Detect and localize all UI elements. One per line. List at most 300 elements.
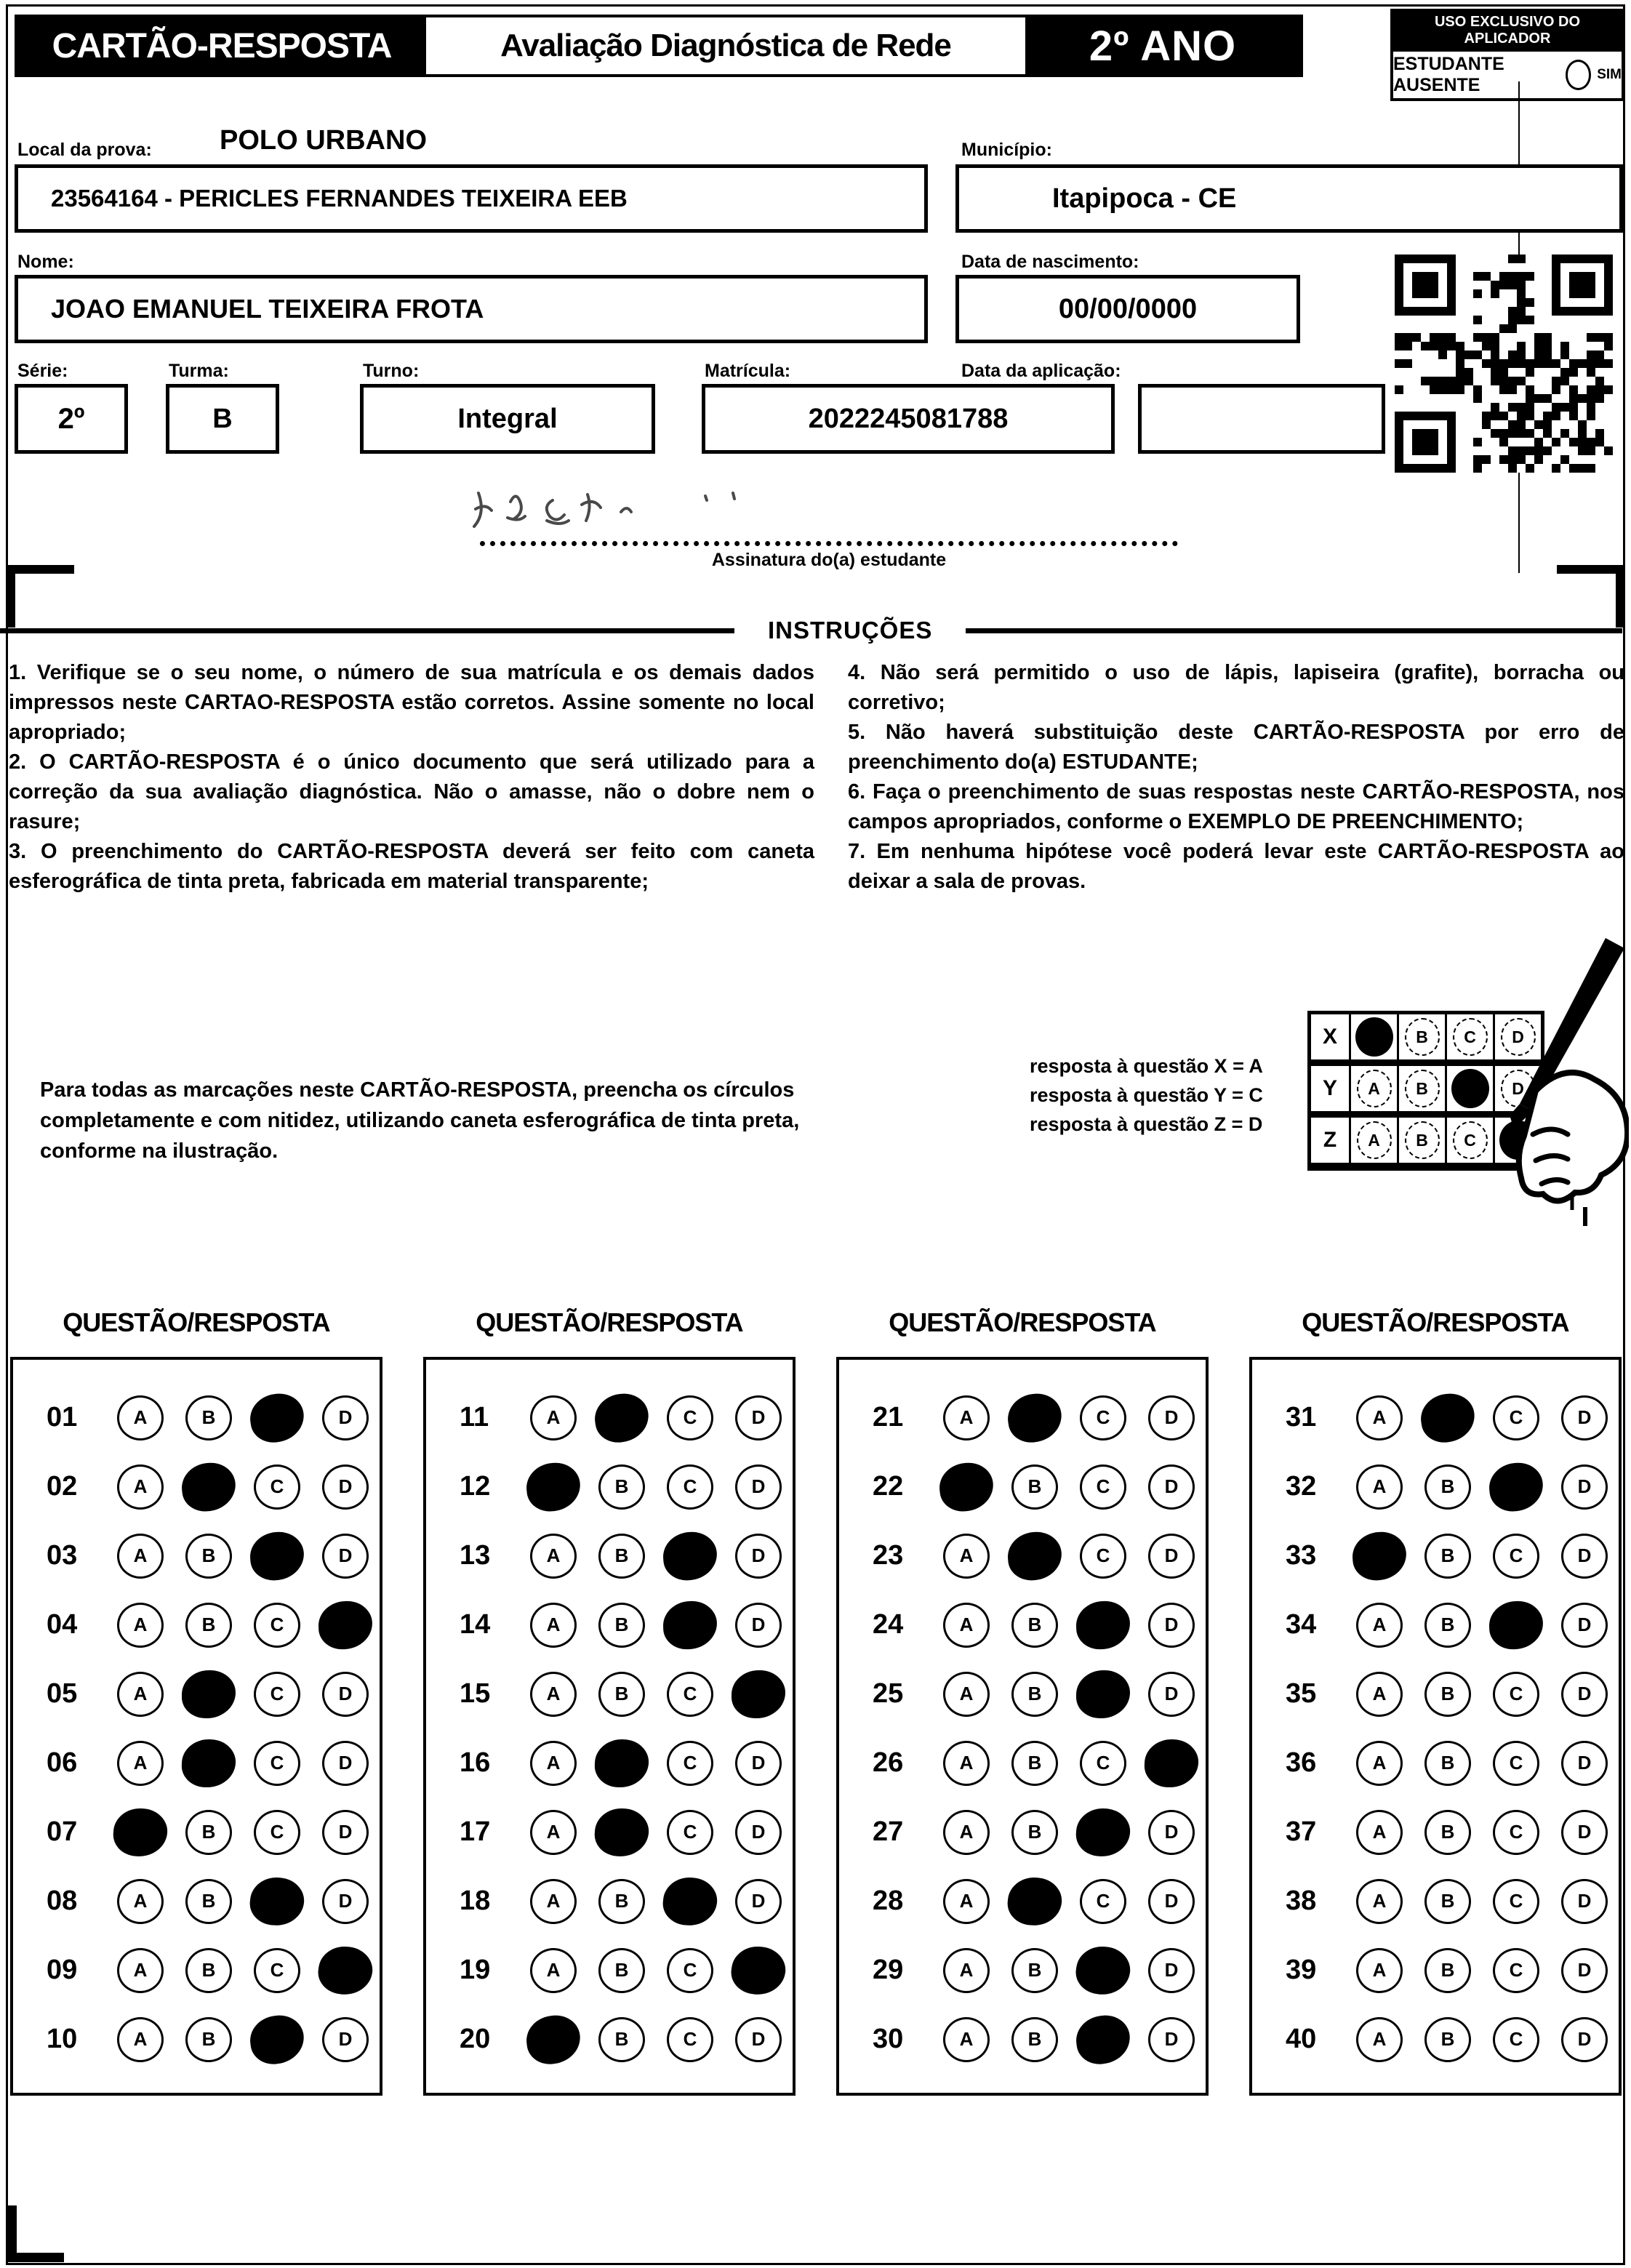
bubble-q02-b-filled[interactable] — [180, 1460, 238, 1513]
nome-field: JOAO EMANUEL TEIXEIRA FROTA — [15, 275, 928, 343]
answer-row — [839, 1936, 1206, 2005]
instructions-left-column — [9, 658, 814, 897]
instruction-item: 4. Não será permitido o uso de lápis, lapiseira (grafite), borracha ou corretivo; — [848, 661, 1624, 714]
aplicacao-label: Data da aplicação: — [961, 361, 1121, 381]
bubble-q26-c[interactable]: C — [1080, 1741, 1126, 1786]
question-number: 39 — [1286, 1955, 1317, 1985]
example-question-label: Y — [1311, 1066, 1351, 1111]
bubble-q19-a[interactable]: A — [530, 1948, 577, 1993]
serie-field: 2º — [15, 384, 128, 454]
sheet-title: CARTÃO-RESPOSTA — [17, 17, 426, 74]
bubble-q38-b[interactable]: B — [1424, 1879, 1471, 1924]
answer-row — [839, 1659, 1206, 1728]
bubble-q09-d-filled[interactable] — [316, 1943, 375, 1998]
question-number: 19 — [460, 1955, 491, 1985]
bubble-q15-c[interactable]: C — [667, 1672, 713, 1717]
question-number: 25 — [873, 1678, 904, 1709]
question-number: 30 — [873, 2024, 904, 2054]
bubble-q17-a[interactable]: A — [530, 1810, 577, 1855]
bubble-q09-c[interactable]: C — [254, 1948, 300, 1993]
answer-row — [13, 1590, 380, 1659]
example-bubble-x-b: B — [1405, 1018, 1440, 1056]
bubble-q02-d[interactable]: D — [322, 1464, 369, 1510]
instruction-item: 1. Verifique se o seu nome, o número de sua matrícula e os demais dados impressos neste CARTAO-RESPOSTA estão corretos. Assine somente no local apropriado; — [9, 661, 814, 744]
bubble-q38-c[interactable]: C — [1493, 1879, 1539, 1924]
bubble-q32-a[interactable]: A — [1356, 1464, 1403, 1510]
answer-row — [426, 1383, 793, 1452]
bubble-q19-d-filled[interactable] — [729, 1943, 788, 1998]
instruction-item: 7. Em nenhuma hipótese você poderá levar este CARTÃO-RESPOSTA ao deixar a sala de provas. — [848, 840, 1624, 893]
bubble-q18-a[interactable]: A — [530, 1879, 577, 1924]
bubble-q04-a[interactable]: A — [117, 1603, 164, 1648]
bubble-q08-a[interactable]: A — [117, 1879, 164, 1924]
bubble-q40-a[interactable]: A — [1356, 2017, 1403, 2062]
bubble-q04-b[interactable]: B — [185, 1603, 232, 1648]
bubble-q33-d[interactable]: D — [1561, 1534, 1608, 1579]
bubble-q11-b-filled[interactable] — [592, 1390, 652, 1446]
bubble-q08-c-filled[interactable] — [248, 1875, 306, 1928]
bubble-q31-b-filled[interactable] — [1418, 1390, 1478, 1446]
bubble-q16-a[interactable]: A — [530, 1741, 577, 1786]
corner-mark-top-left — [6, 565, 74, 574]
bubble-q25-a[interactable]: A — [943, 1672, 990, 1717]
answer-row — [426, 2005, 793, 2074]
bubble-q21-b-filled[interactable] — [1005, 1390, 1065, 1446]
answer-row — [1252, 1452, 1619, 1521]
question-number: 01 — [47, 1402, 78, 1432]
bubble-q27-d[interactable]: D — [1148, 1810, 1195, 1855]
bubble-q07-d[interactable]: D — [322, 1810, 369, 1855]
school-field: 23564164 - PERICLES FERNANDES TEIXEIRA EEB — [15, 164, 928, 233]
bubble-q29-a[interactable]: A — [943, 1948, 990, 1993]
bubble-q20-b[interactable]: B — [598, 2017, 645, 2062]
example-question-label: Z — [1311, 1118, 1351, 1163]
local-da-prova-value: POLO URBANO — [220, 125, 427, 156]
header-strip — [15, 15, 1303, 77]
bubble-q01-a[interactable]: A — [117, 1395, 164, 1440]
aplicador-box-title: USO EXCLUSIVO DO APLICADOR — [1390, 9, 1624, 52]
bubble-q27-c-filled[interactable] — [1075, 1806, 1131, 1858]
bubble-q03-a[interactable]: A — [117, 1534, 164, 1579]
bubble-q14-a[interactable]: A — [530, 1603, 577, 1648]
bubble-q05-b-filled[interactable] — [182, 1670, 236, 1718]
bubble-q38-a[interactable]: A — [1356, 1879, 1403, 1924]
bubble-q35-b[interactable]: B — [1424, 1672, 1471, 1717]
answer-row — [426, 1867, 793, 1936]
bubble-q10-b[interactable]: B — [185, 2017, 232, 2062]
bubble-q30-c-filled[interactable] — [1073, 2012, 1132, 2067]
bubble-q08-b[interactable]: B — [185, 1879, 232, 1924]
bubble-q16-d[interactable]: D — [735, 1741, 782, 1786]
bubble-q03-d[interactable]: D — [322, 1534, 369, 1579]
bubble-q34-b[interactable]: B — [1424, 1603, 1471, 1648]
question-number: 23 — [873, 1540, 904, 1571]
bubble-q11-d[interactable]: D — [735, 1395, 782, 1440]
bubble-q37-a[interactable]: A — [1356, 1810, 1403, 1855]
bubble-q14-d[interactable]: D — [735, 1603, 782, 1648]
bubble-q28-b-filled[interactable] — [1006, 1875, 1064, 1928]
question-number: 09 — [47, 1955, 78, 1985]
bubble-q06-b-filled[interactable] — [181, 1738, 236, 1788]
example-bubble-x-c: C — [1453, 1018, 1488, 1056]
bubble-q39-b[interactable]: B — [1424, 1948, 1471, 1993]
bubble-q31-a[interactable]: A — [1356, 1395, 1403, 1440]
bubble-q29-b[interactable]: B — [1011, 1948, 1058, 1993]
bubble-q35-a[interactable]: A — [1356, 1672, 1403, 1717]
turno-label: Turno: — [363, 361, 420, 381]
answer-column-header: QUESTÃO/RESPOSTA — [476, 1307, 743, 1337]
question-number: 24 — [873, 1609, 904, 1640]
bubble-q06-c[interactable]: C — [254, 1741, 300, 1786]
question-number: 33 — [1286, 1540, 1317, 1571]
nascimento-label: Data de nascimento: — [961, 252, 1139, 272]
bubble-q14-c-filled[interactable] — [662, 1600, 718, 1650]
turno-field: Integral — [360, 384, 655, 454]
instructions-right-column — [848, 658, 1624, 897]
bubble-q24-d[interactable]: D — [1148, 1603, 1195, 1648]
question-number: 29 — [873, 1955, 904, 1985]
bubble-q28-a[interactable]: A — [943, 1879, 990, 1924]
bubble-q34-c-filled[interactable] — [1488, 1600, 1544, 1650]
bubble-q32-b[interactable]: B — [1424, 1464, 1471, 1510]
answer-row — [13, 1452, 380, 1521]
bubble-q18-b[interactable]: B — [598, 1879, 645, 1924]
bubble-q36-b[interactable]: B — [1424, 1741, 1471, 1786]
question-number: 02 — [47, 1471, 78, 1502]
answer-row — [426, 1728, 793, 1798]
bubble-q22-c[interactable]: C — [1080, 1464, 1126, 1510]
instructions-rule-right — [966, 628, 1622, 633]
bubble-q12-a-filled[interactable] — [524, 1460, 582, 1513]
bubble-q12-d[interactable]: D — [735, 1464, 782, 1510]
bubble-q25-c-filled[interactable] — [1076, 1670, 1130, 1718]
question-number: 11 — [460, 1402, 489, 1432]
bubble-q39-c[interactable]: C — [1493, 1948, 1539, 1993]
bubble-q13-c-filled[interactable] — [662, 1530, 718, 1582]
bubble-q06-a[interactable]: A — [117, 1741, 164, 1786]
question-number: 12 — [460, 1471, 491, 1502]
answer-row — [426, 1590, 793, 1659]
answer-grid-box — [10, 1357, 382, 2096]
bubble-q27-b[interactable]: B — [1011, 1810, 1058, 1855]
example-bubble-y-b: B — [1405, 1070, 1440, 1107]
answer-row — [1252, 1728, 1619, 1798]
grade-badge: 2º ANO — [1025, 17, 1300, 74]
answer-row — [13, 1798, 380, 1867]
municipio-field: Itapipoca - CE — [955, 164, 1623, 233]
bubble-q22-d[interactable]: D — [1148, 1464, 1195, 1510]
answer-columns — [10, 1307, 1622, 2096]
bubble-q18-d[interactable]: D — [735, 1879, 782, 1924]
answer-row — [839, 1452, 1206, 1521]
bubble-q17-c[interactable]: C — [667, 1810, 713, 1855]
question-number: 17 — [460, 1816, 491, 1847]
answer-row — [13, 1659, 380, 1728]
answer-row — [13, 1521, 380, 1590]
answer-row — [839, 1383, 1206, 1452]
bubble-q37-d[interactable]: D — [1561, 1810, 1608, 1855]
bubble-q24-c-filled[interactable] — [1075, 1600, 1131, 1650]
instruction-item: 5. Não haverá substituição deste CARTÃO-RESPOSTA por erro de preenchimento do(a) ESTUDANTE; — [848, 721, 1624, 774]
question-number: 03 — [47, 1540, 78, 1571]
bubble-q11-a[interactable]: A — [530, 1395, 577, 1440]
question-number: 08 — [47, 1886, 78, 1916]
local-da-prova-label: Local da prova: — [17, 140, 152, 160]
bubble-q13-a[interactable]: A — [530, 1534, 577, 1579]
answer-grid-box — [423, 1357, 796, 2096]
question-number: 07 — [47, 1816, 78, 1847]
bubble-q12-b[interactable]: B — [598, 1464, 645, 1510]
bubble-q30-a[interactable]: A — [943, 2017, 990, 2062]
bubble-q01-b[interactable]: B — [185, 1395, 232, 1440]
question-number: 38 — [1286, 1886, 1317, 1916]
answer-row — [426, 1798, 793, 1867]
answer-column — [1249, 1307, 1622, 2096]
answer-row — [1252, 1590, 1619, 1659]
student-absent-option-label: SIM — [1597, 67, 1622, 82]
question-number: 10 — [47, 2024, 78, 2054]
bubble-q09-a[interactable]: A — [117, 1948, 164, 1993]
bubble-q21-c[interactable]: C — [1080, 1395, 1126, 1440]
example-bubble-x-a-filled — [1355, 1017, 1393, 1057]
bubble-q30-d[interactable]: D — [1148, 2017, 1195, 2062]
bubble-q07-a-filled[interactable] — [112, 1806, 169, 1858]
answer-column-header: QUESTÃO/RESPOSTA — [1302, 1307, 1569, 1337]
example-bubble-z-b: B — [1405, 1121, 1440, 1159]
bubble-q02-c[interactable]: C — [254, 1464, 300, 1510]
bubble-q02-a[interactable]: A — [117, 1464, 164, 1510]
answer-row — [839, 2005, 1206, 2074]
bubble-q13-d[interactable]: D — [735, 1534, 782, 1579]
bubble-q16-b-filled[interactable] — [594, 1738, 649, 1788]
turma-label: Turma: — [169, 361, 229, 381]
bubble-q33-a-filled[interactable] — [1351, 1530, 1408, 1582]
bubble-q15-a[interactable]: A — [530, 1672, 577, 1717]
bubble-q22-b[interactable]: B — [1011, 1464, 1058, 1510]
bubble-q20-d[interactable]: D — [735, 2017, 782, 2062]
bubble-q09-b[interactable]: B — [185, 1948, 232, 1993]
answer-row — [839, 1728, 1206, 1798]
bubble-q29-c-filled[interactable] — [1073, 1943, 1133, 1998]
bubble-q15-d-filled[interactable] — [732, 1670, 785, 1718]
question-number: 28 — [873, 1886, 904, 1916]
answer-row — [13, 1936, 380, 2005]
bubble-q03-c-filled[interactable] — [249, 1530, 305, 1582]
bubble-q18-c-filled[interactable] — [661, 1875, 719, 1928]
bubble-q10-d[interactable]: D — [322, 2017, 369, 2062]
bubble-q05-d[interactable]: D — [322, 1672, 369, 1717]
bubble-q37-c[interactable]: C — [1493, 1810, 1539, 1855]
bubble-q34-a[interactable]: A — [1356, 1603, 1403, 1648]
bubble-q23-a[interactable]: A — [943, 1534, 990, 1579]
bubble-q24-a[interactable]: A — [943, 1603, 990, 1648]
bubble-q29-d[interactable]: D — [1148, 1948, 1195, 1993]
answer-row — [839, 1521, 1206, 1590]
bubble-q32-c-filled[interactable] — [1487, 1460, 1545, 1513]
answer-column-header: QUESTÃO/RESPOSTA — [889, 1307, 1156, 1337]
marking-note: Para todas as marcações neste CARTÃO-RESPOSTA, preencha os círculos completamente e com nitidez, utilizando caneta esferográfica de tinta preta, conforme na ilustração. — [40, 1078, 800, 1163]
bubble-q38-d[interactable]: D — [1561, 1879, 1608, 1924]
question-number: 26 — [873, 1747, 904, 1778]
nascimento-field: 00/00/0000 — [955, 275, 1300, 343]
bubble-q04-d-filled[interactable] — [318, 1600, 373, 1650]
bubble-q20-a-filled[interactable] — [524, 2012, 582, 2067]
answer-column-header: QUESTÃO/RESPOSTA — [63, 1307, 330, 1337]
question-number: 27 — [873, 1816, 904, 1847]
aplicacao-field — [1138, 384, 1385, 454]
instructions-title: INSTRUÇÕES — [768, 617, 933, 644]
bubble-q21-a[interactable]: A — [943, 1395, 990, 1440]
question-number: 05 — [47, 1678, 78, 1709]
example-bubble-x-d: D — [1501, 1018, 1536, 1056]
bubble-q28-c[interactable]: C — [1080, 1879, 1126, 1924]
example-legend-line: resposta à questão Y = C — [1030, 1084, 1263, 1106]
bubble-q23-c[interactable]: C — [1080, 1534, 1126, 1579]
bubble-q10-c-filled[interactable] — [247, 2012, 306, 2067]
question-number: 15 — [460, 1678, 491, 1709]
answer-row — [426, 1936, 793, 2005]
bubble-q13-b[interactable]: B — [598, 1534, 645, 1579]
bubble-q06-d[interactable]: D — [322, 1741, 369, 1786]
bubble-q11-c[interactable]: C — [667, 1395, 713, 1440]
bubble-q19-b[interactable]: B — [598, 1948, 645, 1993]
instructions-rule-left — [0, 628, 734, 633]
bubble-q14-b[interactable]: B — [598, 1603, 645, 1648]
bubble-q39-d[interactable]: D — [1561, 1948, 1608, 1993]
question-number: 14 — [460, 1609, 491, 1640]
bubble-q40-b[interactable]: B — [1424, 2017, 1471, 2062]
bubble-q37-b[interactable]: B — [1424, 1810, 1471, 1855]
bubble-q05-a[interactable]: A — [117, 1672, 164, 1717]
question-number: 06 — [47, 1747, 78, 1778]
answer-row — [1252, 1383, 1619, 1452]
answer-row — [426, 1659, 793, 1728]
serie-label: Série: — [17, 361, 68, 381]
bubble-q40-c[interactable]: C — [1493, 2017, 1539, 2062]
student-absent-bubble[interactable] — [1566, 60, 1592, 90]
bubble-q32-d[interactable]: D — [1561, 1464, 1608, 1510]
bubble-q26-b[interactable]: B — [1011, 1741, 1058, 1786]
bubble-q07-b[interactable]: B — [185, 1810, 232, 1855]
bubble-q28-d[interactable]: D — [1148, 1879, 1195, 1924]
bubble-q17-b-filled[interactable] — [593, 1806, 650, 1858]
bubble-q21-d[interactable]: D — [1148, 1395, 1195, 1440]
instruction-item: 2. O CARTÃO-RESPOSTA é o único documento que será utilizado para a correção da sua avaliação diagnóstica. Não o amasse, não o dobre nem o rasure; — [9, 750, 814, 833]
bubble-q35-c[interactable]: C — [1493, 1672, 1539, 1717]
bubble-q30-b[interactable]: B — [1011, 2017, 1058, 2062]
bubble-q17-d[interactable]: D — [735, 1810, 782, 1855]
bubble-q01-d[interactable]: D — [322, 1395, 369, 1440]
question-number: 22 — [873, 1471, 904, 1502]
answer-column — [836, 1307, 1209, 2096]
answer-column — [10, 1307, 382, 2096]
answer-row — [1252, 1867, 1619, 1936]
bubble-q36-c[interactable]: C — [1493, 1741, 1539, 1786]
bubble-q27-a[interactable]: A — [943, 1810, 990, 1855]
question-number: 16 — [460, 1747, 491, 1778]
question-number: 20 — [460, 2024, 491, 2054]
question-number: 21 — [873, 1402, 904, 1432]
bubble-q33-c[interactable]: C — [1493, 1534, 1539, 1579]
example-bubble-z-c: C — [1453, 1121, 1488, 1159]
answer-row — [13, 1867, 380, 1936]
bubble-q03-b[interactable]: B — [185, 1534, 232, 1579]
bubble-q26-d-filled[interactable] — [1144, 1738, 1199, 1788]
answer-grid-box — [836, 1357, 1209, 2096]
answer-row — [426, 1521, 793, 1590]
instruction-item: 6. Faça o preenchimento de suas respostas neste CARTÃO-RESPOSTA, nos campos apropriados, conforme o EXEMPLO DE PREENCHIMENTO; — [848, 780, 1624, 833]
bubble-q24-b[interactable]: B — [1011, 1603, 1058, 1648]
bubble-q10-a[interactable]: A — [117, 2017, 164, 2062]
turma-field: B — [166, 384, 279, 454]
bubble-q40-d[interactable]: D — [1561, 2017, 1608, 2062]
bubble-q19-c[interactable]: C — [667, 1948, 713, 1993]
bubble-q35-d[interactable]: D — [1561, 1672, 1608, 1717]
corner-mark-top-right — [1557, 565, 1625, 574]
question-number: 37 — [1286, 1816, 1317, 1847]
answer-row — [13, 1383, 380, 1452]
bubble-q36-d[interactable]: D — [1561, 1741, 1608, 1786]
answer-row — [1252, 1659, 1619, 1728]
bubble-q39-a[interactable]: A — [1356, 1948, 1403, 1993]
example-legend — [1030, 1051, 1263, 1139]
question-number: 32 — [1286, 1471, 1317, 1502]
bubble-q16-c[interactable]: C — [667, 1741, 713, 1786]
answer-row — [1252, 1798, 1619, 1867]
question-number: 04 — [47, 1609, 78, 1640]
answer-row — [1252, 1521, 1619, 1590]
answer-row — [1252, 1936, 1619, 2005]
answer-row — [13, 1728, 380, 1798]
corner-mark-bottom-left — [7, 2253, 64, 2262]
bubble-q34-d[interactable]: D — [1561, 1603, 1608, 1648]
bubble-q07-c[interactable]: C — [254, 1810, 300, 1855]
bubble-q12-c[interactable]: C — [667, 1464, 713, 1510]
bubble-q23-b-filled[interactable] — [1006, 1530, 1063, 1582]
example-bubble-y-a: A — [1357, 1070, 1392, 1107]
bubble-q22-a-filled[interactable] — [937, 1460, 995, 1513]
bubble-q25-b[interactable]: B — [1011, 1672, 1058, 1717]
bubble-q25-d[interactable]: D — [1148, 1672, 1195, 1717]
bubble-q01-c-filled[interactable] — [247, 1390, 307, 1446]
bubble-q36-a[interactable]: A — [1356, 1741, 1403, 1786]
bubble-q04-c[interactable]: C — [254, 1603, 300, 1648]
qr-code — [1395, 255, 1613, 473]
question-number: 34 — [1286, 1609, 1317, 1640]
bubble-q08-d[interactable]: D — [322, 1879, 369, 1924]
example-bubble-y-d: D — [1501, 1070, 1536, 1107]
answer-row — [1252, 2005, 1619, 2074]
bubble-q31-d[interactable]: D — [1561, 1395, 1608, 1440]
question-number: 13 — [460, 1540, 491, 1571]
hand-with-pen-icon — [1463, 938, 1629, 1229]
bubble-q20-c[interactable]: C — [667, 2017, 713, 2062]
bubble-q05-c[interactable]: C — [254, 1672, 300, 1717]
bubble-q15-b[interactable]: B — [598, 1672, 645, 1717]
bubble-q31-c[interactable]: C — [1493, 1395, 1539, 1440]
nome-label: Nome: — [17, 252, 74, 272]
assessment-title: Avaliação Diagnóstica de Rede — [426, 17, 1025, 74]
bubble-q26-a[interactable]: A — [943, 1741, 990, 1786]
signature-line[interactable] — [480, 509, 1178, 546]
question-number: 36 — [1286, 1747, 1317, 1778]
bubble-q23-d[interactable]: D — [1148, 1534, 1195, 1579]
example-legend-line: resposta à questão Z = D — [1030, 1113, 1263, 1135]
student-absent-label: ESTUDANTE AUSENTE — [1393, 54, 1504, 95]
example-legend-line: resposta à questão X = A — [1030, 1055, 1263, 1077]
bubble-q33-b[interactable]: B — [1424, 1534, 1471, 1579]
instructions-header — [0, 617, 1631, 644]
